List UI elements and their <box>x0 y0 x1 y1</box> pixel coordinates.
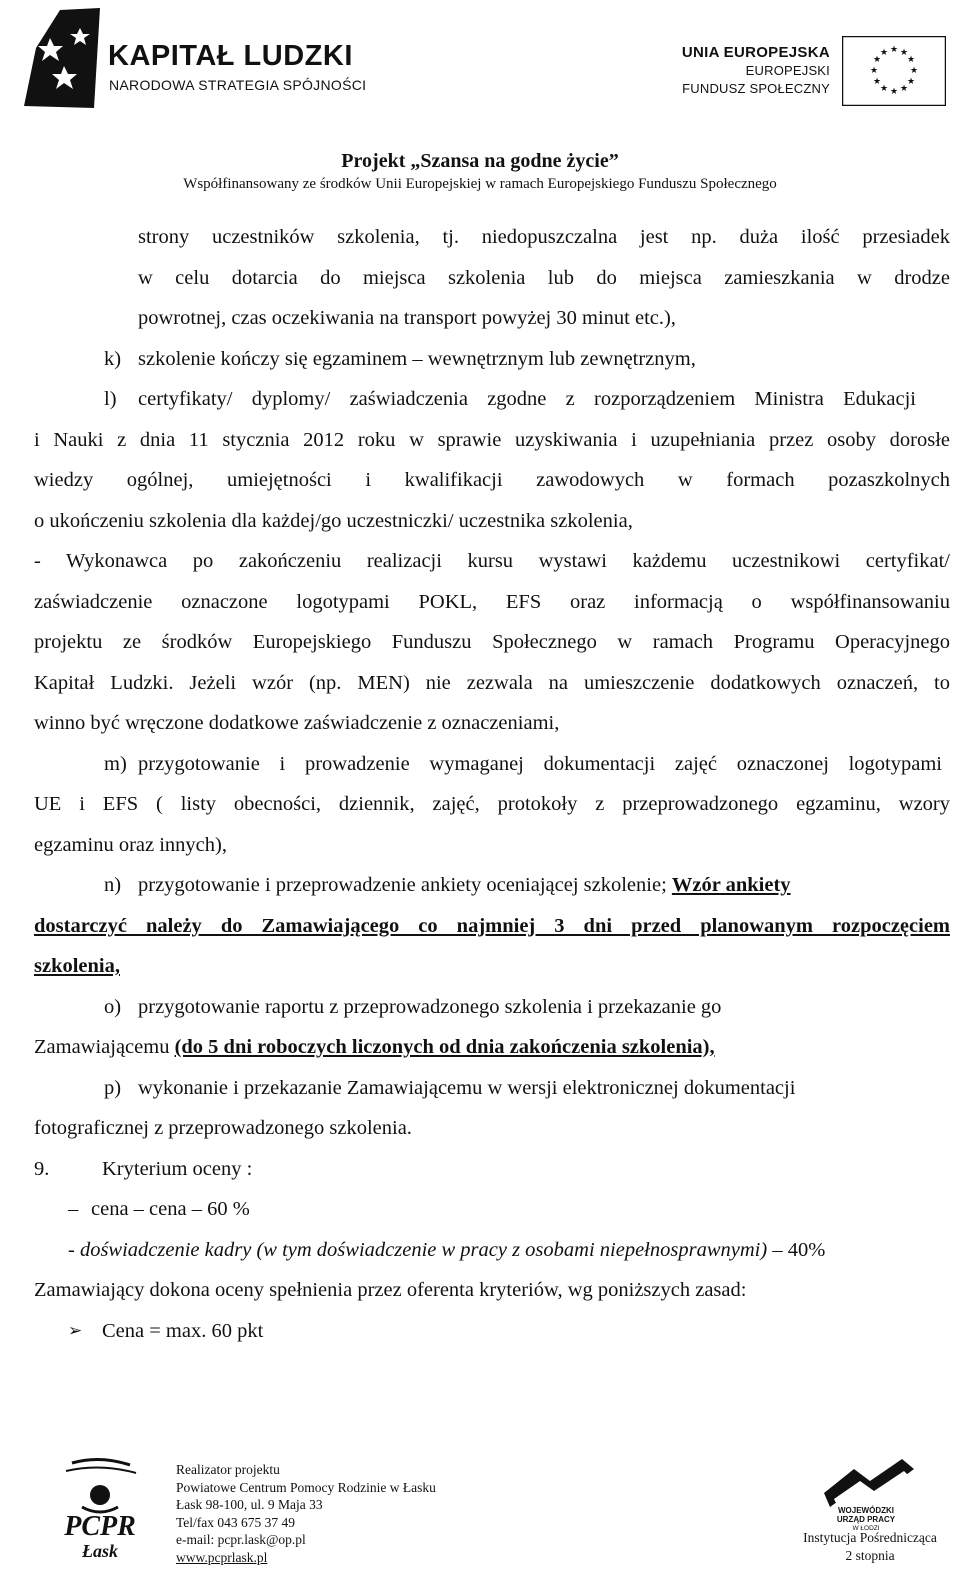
list-marker: l) <box>104 388 117 410</box>
wup-text-3: W ŁODZI <box>852 1525 880 1531</box>
body-line: projektu ze środków Europejskiego Funduszu Społecznego w ramach Programu Operacyjnego <box>34 631 950 653</box>
svg-text:★: ★ <box>889 87 899 97</box>
eu-label-line2: EUROPEJSKI <box>745 63 830 78</box>
body-line: egzaminu oraz innych), <box>34 834 227 856</box>
body-line: Kapitał Ludzki. Jeżeli wzór (np. MEN) nie zezwala na umieszczenie dodatkowych oznaczeń, to <box>34 672 950 694</box>
wup-lodz-logo <box>814 1455 918 1531</box>
eu-label-line1: UNIA EUROPEJSKA <box>681 44 830 61</box>
list-marker: k) <box>104 348 122 370</box>
list-item-n <box>138 872 791 898</box>
footer-email: e-mail: pcpr.lask@op.pl <box>176 1532 306 1547</box>
criteria-dash: – <box>68 1198 79 1220</box>
footer-line: Łask 98-100, ul. 9 Maja 33 <box>176 1497 323 1512</box>
list-item-p: wykonanie i przekazanie Zamawiającemu w wersji elektronicznej dokumentacji <box>138 1077 796 1099</box>
body-line: - Wykonawca po zakończeniu realizacji kursu wystawi każdemu uczestnikowi certyfikat/ <box>34 550 950 572</box>
project-title: Projekt „Szansa na godne życie” <box>341 150 619 172</box>
wup-text-1: WOJEWÓDZKI <box>838 1506 894 1515</box>
body-line: UE i EFS ( listy obecności, dziennik, zajęć, protokoły z przeprowadzonego egzaminu, wzory <box>34 793 950 815</box>
emphasis-text: Wzór ankiety <box>671 874 791 896</box>
criteria-experience-label: - doświadczenie kadry (w tym doświadczenie w pracy z osobami niepełnosprawnymi) <box>68 1239 768 1261</box>
criteria-experience-value: – 40% <box>772 1239 826 1261</box>
body-line: wiedzy ogólnej, umiejętności i kwalifikacji zawodowych w formach pozaszkolnych <box>34 469 950 491</box>
bullet-item: Cena = max. 60 pkt <box>102 1320 264 1342</box>
svg-text:★: ★ <box>879 84 889 94</box>
institution-line: Instytucja Pośrednicząca <box>803 1530 937 1545</box>
kapital-ludzki-subtitle: NARODOWA STRATEGIA SPÓJNOŚCI <box>109 77 367 93</box>
pcpr-logo <box>52 1455 148 1567</box>
svg-text:★: ★ <box>872 55 882 65</box>
section-number: 9. <box>34 1158 50 1180</box>
pcpr-logo-text: PCPR <box>64 1511 136 1542</box>
body-line: w celu dotarcia do miejsca szkolenia lub do miejsca zamieszkania w drodze <box>138 267 950 289</box>
pcpr-logo-subtext: Łask <box>82 1541 118 1561</box>
kapital-ludzki-logo <box>20 8 102 110</box>
intermediate-institution <box>800 1529 940 1564</box>
body-line: i Nauki z dnia 11 stycznia 2012 roku w sprawie uzyskiwania i uzupełniania przez osoby dorosłe <box>34 429 950 451</box>
criteria-experience <box>68 1237 825 1263</box>
emphasis-line: szkolenia, <box>34 955 120 977</box>
list-marker: n) <box>104 874 122 896</box>
wup-text-2: URZĄD PRACY <box>836 1515 896 1524</box>
eu-flag-icon <box>842 36 946 106</box>
body-line: powrotnej, czas oczekiwania na transport powyżej 30 minut etc.), <box>138 307 676 329</box>
emphasis-text: (do 5 dni roboczych liczonych od dnia zakończenia szkolenia), <box>174 1036 715 1058</box>
project-subtitle: Współfinansowany ze środków Unii Europejskiej w ramach Europejskiego Funduszu Społecznego <box>183 176 777 192</box>
list-item-n-text: przygotowanie i przeprowadzenie ankiety oceniającej szkolenie; <box>138 874 667 896</box>
list-item-m: przygotowanie i prowadzenie wymaganej dokumentacji zajęć oznaczonej logotypami <box>138 753 942 775</box>
footer-line: Realizator projektu <box>176 1462 280 1477</box>
svg-text:★: ★ <box>872 77 882 87</box>
body-line <box>34 1034 715 1060</box>
body-line: fotograficznej z przeprowadzonego szkolenia. <box>34 1117 412 1139</box>
list-item-k: szkolenie kończy się egzaminem – wewnętrznym lub zewnętrznym, <box>138 348 696 370</box>
body-line: winno być wręczone dodatkowe zaświadczenie z oznaczeniami, <box>34 712 560 734</box>
footer-line: Tel/fax 043 675 37 49 <box>176 1514 296 1530</box>
body-text: Zamawiającemu <box>34 1036 170 1058</box>
footer-line: Powiatowe Centrum Pomocy Rodzinie w Łasku <box>176 1479 436 1495</box>
svg-text:★: ★ <box>869 66 879 76</box>
svg-text:★: ★ <box>899 48 909 58</box>
svg-text:★: ★ <box>889 45 899 55</box>
body-line: o ukończeniu szkolenia dla każdej/go uczestniczki/ uczestnika szkolenia, <box>34 510 633 532</box>
institution-line: 2 stopnia <box>845 1547 895 1563</box>
eu-label <box>560 44 830 98</box>
criteria-price: cena – cena – 60 % <box>91 1198 250 1220</box>
svg-text:★: ★ <box>899 84 909 94</box>
svg-text:★: ★ <box>906 77 916 87</box>
body-line: strony uczestników szkolenia, tj. niedopuszczalna jest np. duża ilość przesiadek <box>138 226 950 248</box>
list-marker: p) <box>104 1077 122 1099</box>
list-item-l: certyfikaty/ dyplomy/ zaświadczenia zgodne z rozporządzeniem Ministra Edukacji <box>138 388 916 410</box>
footer-website-link[interactable]: www.pcprlask.pl <box>176 1549 268 1565</box>
body-line: Zamawiający dokona oceny spełnienia przez oferenta kryteriów, wg poniższych zasad: <box>34 1279 747 1301</box>
svg-text:★: ★ <box>909 66 919 76</box>
body-line: zaświadczenie oznaczone logotypami POKL, EFS oraz informacją o współfinansowaniu <box>34 591 950 613</box>
list-marker: o) <box>104 996 122 1018</box>
section-heading: Kryterium oceny : <box>102 1158 253 1180</box>
svg-text:★: ★ <box>906 55 916 65</box>
bullet-arrow-icon: ➢ <box>68 1321 83 1341</box>
emphasis-line: dostarczyć należy do Zamawiającego co najmniej 3 dni przed planowanym rozpoczęciem <box>34 915 950 937</box>
kapital-ludzki-title: KAPITAŁ LUDZKI <box>108 40 353 72</box>
list-marker: m) <box>104 753 127 775</box>
eu-label-line3: FUNDUSZ SPOŁECZNY <box>682 81 830 96</box>
footer-address <box>176 1461 436 1566</box>
svg-text:★: ★ <box>879 48 889 58</box>
list-item-o: przygotowanie raportu z przeprowadzonego szkolenia i przekazanie go <box>138 996 722 1018</box>
